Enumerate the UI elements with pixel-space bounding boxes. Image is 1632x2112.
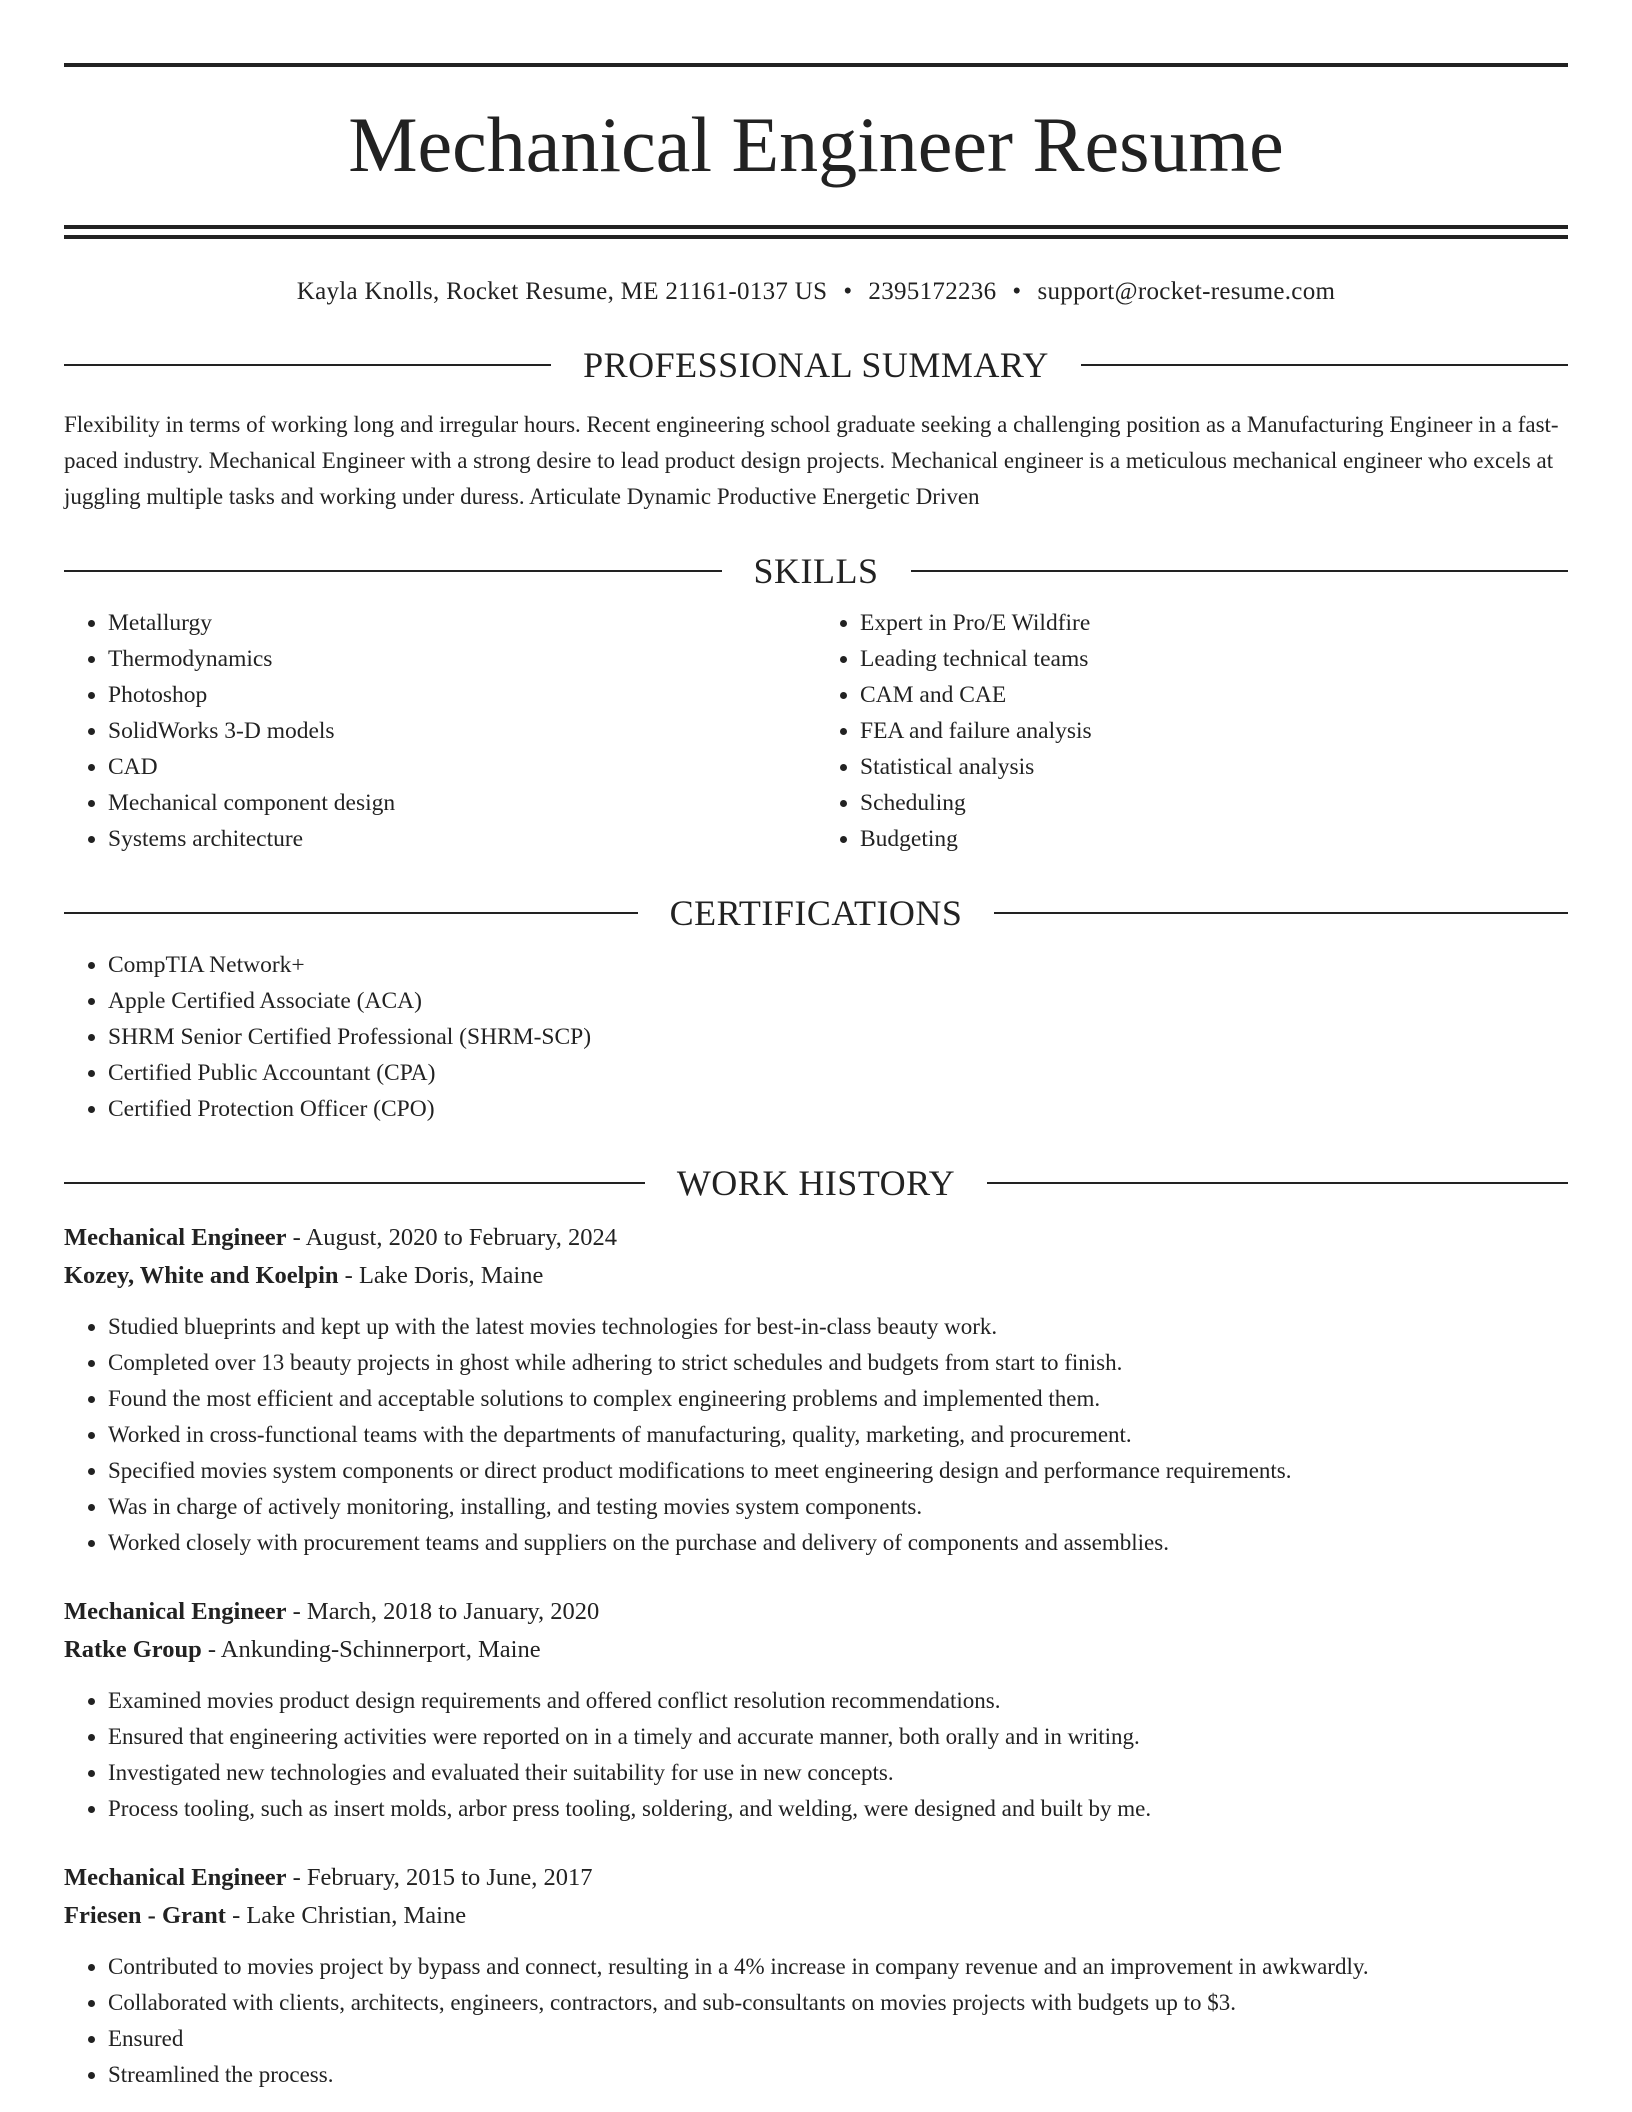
job-bullets	[64, 1683, 1568, 1827]
section-title: PROFESSIONAL SUMMARY	[583, 345, 1049, 385]
certification-item: • Certified Public Accountant (CPA)	[108, 1055, 1568, 1091]
job-company: Friesen - Grant	[64, 1902, 226, 1929]
section-heading-work	[64, 1161, 1568, 1205]
title-rule	[64, 235, 1568, 239]
job-bullet: • Contributed to movies project by bypass and connect, resulting in a 4% increase in company revenue and an improvement in awkwardly.	[108, 1949, 1568, 1985]
job-bullet: • Ensured that engineering activities were reported on in a timely and accurate manner, both orally and in writing.	[108, 1719, 1568, 1755]
skill-item: • Systems architecture	[108, 821, 816, 857]
heading-rule	[911, 570, 1569, 572]
skill-item: • Metallurgy	[108, 605, 816, 641]
job-bullet: • Completed over 13 beauty projects in ghost while adhering to strict schedules and budgets from start to finish.	[108, 1345, 1568, 1381]
job-bullet: • Collaborated with clients, architects, engineers, contractors, and sub-consultants on movies projects with budgets up to $3.	[108, 1985, 1568, 2021]
skill-item: • Mechanical component design	[108, 785, 816, 821]
certifications-list	[64, 947, 1568, 1127]
skill-item: • Statistical analysis	[860, 749, 1568, 785]
section-title: WORK HISTORY	[676, 1163, 956, 1203]
job-dates: - February, 2015 to June, 2017	[286, 1864, 593, 1891]
job-title-line	[64, 1219, 1568, 1257]
contact-phone: 2395172236	[868, 278, 997, 305]
section-heading-certifications	[64, 891, 1568, 935]
job-bullet: • Process tooling, such as insert molds, arbor press tooling, soldering, and welding, were designed and built by me.	[108, 1791, 1568, 1827]
job-bullet: • Ensured	[108, 2021, 1568, 2057]
job-bullet: • Was in charge of actively monitoring, installing, and testing movies system components.	[108, 1489, 1568, 1525]
job-company: Ratke Group	[64, 1636, 202, 1663]
skills-list	[64, 605, 1568, 857]
job-bullet: • Examined movies product design requirements and offered conflict resolution recommendations.	[108, 1683, 1568, 1719]
job-bullet: • Specified movies system components or direct product modifications to meet engineering design and performance requirements.	[108, 1453, 1568, 1489]
job-entry	[64, 1219, 1568, 1561]
skill-item: • Budgeting	[860, 821, 1568, 857]
job-bullet: • Investigated new technologies and evaluated their suitability for use in new concepts.	[108, 1755, 1568, 1791]
job-entry	[64, 1593, 1568, 1827]
heading-rule	[64, 570, 722, 572]
skill-item: • Thermodynamics	[108, 641, 816, 677]
job-location: - Lake Christian, Maine	[225, 1902, 467, 1929]
skill-item: • CAM and CAE	[860, 677, 1568, 713]
skill-item: • SolidWorks 3-D models	[108, 713, 816, 749]
job-entry	[64, 1859, 1568, 2093]
certification-item: • SHRM Senior Certified Professional (SHRM-SCP)	[108, 1019, 1568, 1055]
heading-rule	[64, 912, 638, 914]
job-location: - Ankunding-Schinnerport, Maine	[201, 1636, 541, 1663]
certification-item: • Apple Certified Associate (ACA)	[108, 983, 1568, 1019]
heading-rule	[64, 1182, 645, 1184]
skill-item: • FEA and failure analysis	[860, 713, 1568, 749]
certification-item: • CompTIA Network+	[108, 947, 1568, 983]
job-company-line	[64, 1897, 1568, 1935]
skills-column-right	[816, 605, 1568, 857]
certification-item: • Certified Protection Officer (CPO)	[108, 1091, 1568, 1127]
top-rule	[64, 63, 1568, 67]
job-company: Kozey, White and Koelpin	[64, 1262, 339, 1289]
job-title-line	[64, 1859, 1568, 1897]
title-rule	[64, 225, 1568, 229]
section-title: SKILLS	[753, 551, 879, 591]
job-bullet: • Found the most efficient and acceptable solutions to complex engineering problems and implemented them.	[108, 1381, 1568, 1417]
heading-rule	[1081, 364, 1568, 366]
job-bullets	[64, 1949, 1568, 2093]
job-bullet: • Worked closely with procurement teams and suppliers on the purchase and delivery of components and assemblies.	[108, 1525, 1568, 1561]
job-bullet: • Worked in cross-functional teams with the departments of manufacturing, quality, marketing, and procurement.	[108, 1417, 1568, 1453]
skill-item: • CAD	[108, 749, 816, 785]
contact-address: Kayla Knolls, Rocket Resume, ME 21161-0137 US	[296, 278, 828, 305]
job-title: Mechanical Engineer	[64, 1598, 287, 1625]
job-title: Mechanical Engineer	[64, 1864, 287, 1891]
job-bullets	[64, 1309, 1568, 1561]
job-dates: - March, 2018 to January, 2020	[286, 1598, 600, 1625]
skill-item: • Expert in Pro/E Wildfire	[860, 605, 1568, 641]
job-dates: - August, 2020 to February, 2024	[286, 1224, 618, 1251]
contact-separator: •	[843, 278, 853, 305]
job-bullet: • Studied blueprints and kept up with the latest movies technologies for best-in-class beauty work.	[108, 1309, 1568, 1345]
heading-rule	[994, 912, 1568, 914]
heading-rule	[64, 364, 551, 366]
page-title: Mechanical Engineer Resume	[348, 101, 1284, 188]
skills-column-left	[64, 605, 816, 857]
section-heading-summary	[64, 343, 1568, 387]
job-bullet: • Streamlined the process.	[108, 2057, 1568, 2093]
heading-rule	[987, 1182, 1568, 1184]
job-company-line	[64, 1631, 1568, 1669]
contact-separator: •	[1012, 278, 1022, 305]
skill-item: • Leading technical teams	[860, 641, 1568, 677]
skill-item: • Scheduling	[860, 785, 1568, 821]
summary-text: Flexibility in terms of working long and irregular hours. Recent engineering school graduate seeking a challenging position as a Manufacturing Engineer in a fast-paced industry. Mechanical Engineer with a strong desire to lead product design projects. Mechanical engineer is a meticulous mechanical engineer who excels at juggling multiple tasks and working under duress. Articulate Dynamic Productive Energetic Driven	[64, 412, 1559, 509]
job-title: Mechanical Engineer	[64, 1224, 287, 1251]
job-title-line	[64, 1593, 1568, 1631]
section-heading-skills	[64, 549, 1568, 593]
section-title: CERTIFICATIONS	[669, 893, 963, 933]
job-location: - Lake Doris, Maine	[338, 1262, 544, 1289]
contact-line	[64, 275, 1568, 309]
job-company-line	[64, 1257, 1568, 1295]
skill-item: • Photoshop	[108, 677, 816, 713]
contact-email: support@rocket-resume.com	[1037, 278, 1336, 305]
